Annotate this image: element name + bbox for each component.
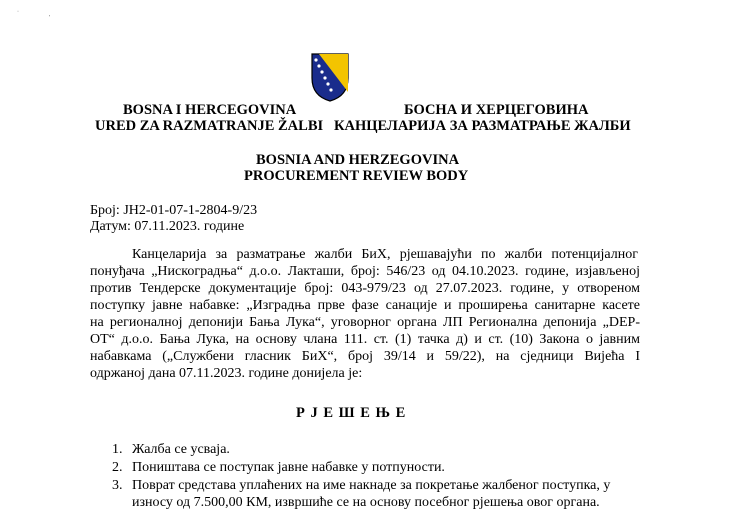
list-item-text: Жалба се усваја. <box>132 442 230 457</box>
reference-number: Број: ЈН2-01-07-1-2804-9/23 <box>90 203 258 218</box>
paragraph-line: ОТ“ д.о.о. Бања Лука, на основу члана 111. ст. (1) тачка д) и ст. (10) Закона о јавним <box>90 332 640 347</box>
paragraph-line: поступку јавне набавке: „Изградња прве фазе санације и проширења санитарне касете <box>90 298 640 313</box>
paragraph-line: против Тендерске документације број: 043-979/23 од 27.07.2023. године, у отвореном <box>90 281 640 296</box>
paragraph-line: Канцеларија за разматрање жалби БиХ, рјешавајући по жалби потенцијалног <box>132 247 638 262</box>
reference-date: Датум: 07.11.2023. године <box>90 219 245 234</box>
header-english-line2: PROCUREMENT REVIEW BODY <box>244 168 469 184</box>
scan-mark: · <box>17 9 19 15</box>
header-left-line1: BOSNA I HERCEGOVINA <box>123 102 297 118</box>
paragraph-line: одржаној дана 07.11.2023. године донијела је: <box>90 366 363 381</box>
paragraph-line: понуђача „Нискоградња“ д.о.о. Лакташи, број: 546/23 од 04.10.2023. године, изјављеној <box>90 264 640 279</box>
list-item <box>112 441 230 458</box>
header-english-line1: BOSNIA AND HERZEGOVINA <box>256 152 460 168</box>
list-item-text: Поврат средстава уплаћених на име накнаде за покретање жалбеног поступка, у <box>132 478 611 493</box>
list-item-continuation: износу од 7.500,00 КМ, извршиће се на основу посебног рјешења овог органа. <box>132 495 600 510</box>
paragraph-line: на регионалној депонији Бања Лука“, уговорног органа ЛП Регионална депонија „DEP- <box>90 315 640 330</box>
header-left-line2: URED ZA RAZMATRANJE ŽALBI <box>95 118 324 134</box>
header-right-line1: БОСНА И ХЕРЦЕГОВИНА <box>404 102 589 118</box>
coat-of-arms-emblem <box>310 52 350 102</box>
list-item-text: Поништава се поступак јавне набавке у потпуности. <box>132 460 445 475</box>
paragraph-line: набавкама („Службени гласник БиХ“, број 39/14 и 59/22), на сједници Вијећа I <box>90 349 640 364</box>
list-item <box>112 459 445 476</box>
scan-mark: ' <box>49 15 51 21</box>
list-item-number: 3. <box>112 478 123 493</box>
header-right-line2: КАНЦЕЛАРИЈА ЗА РАЗМАТРАЊЕ ЖАЛБИ <box>334 118 631 134</box>
decision-title: Р Ј Е Ш Е Њ Е <box>296 405 407 421</box>
list-item-number: 1. <box>112 442 123 457</box>
list-item <box>112 477 610 494</box>
list-item-number: 2. <box>112 460 123 475</box>
